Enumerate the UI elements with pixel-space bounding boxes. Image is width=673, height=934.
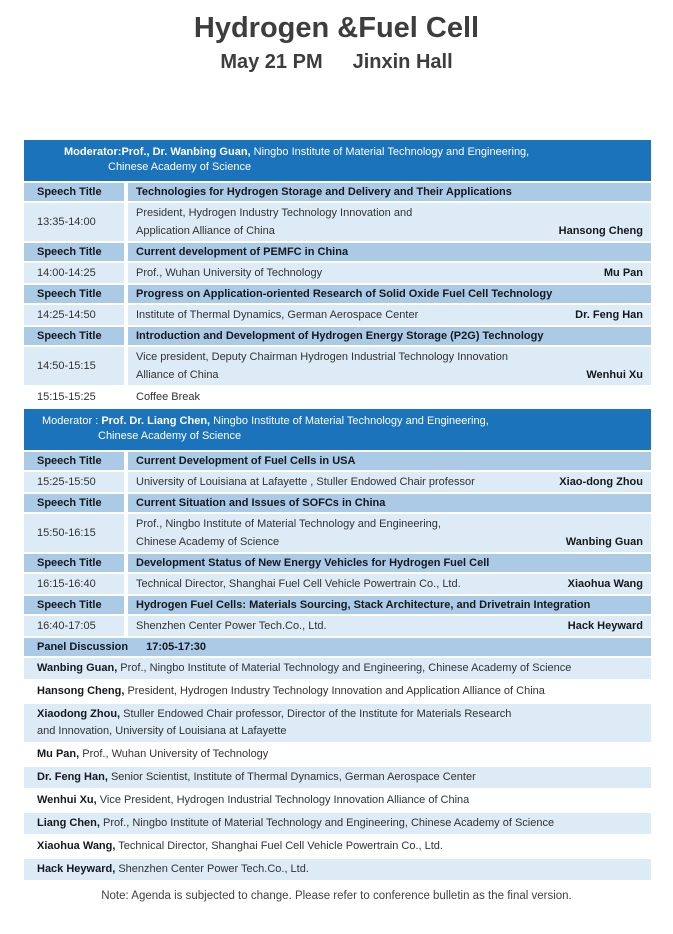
detail-text: University of Louisiana at Lafayette , Stuller Endowed Chair professor <box>136 476 475 488</box>
detail-line <box>136 515 643 533</box>
time-cell: 13:35-14:00 <box>24 203 124 241</box>
detail-text: Institute of Thermal Dynamics, German Aerospace Center <box>136 309 419 321</box>
detail-line <box>136 473 643 491</box>
time-cell: 16:15-16:40 <box>24 574 124 594</box>
panel-member-row <box>24 836 651 857</box>
detail-text: President, Hydrogen Industry Technology Innovation and <box>136 207 413 219</box>
speech-title-row <box>24 596 651 614</box>
speech-title-text: Current Development of Fuel Cells in USA <box>128 452 651 470</box>
speech-title-text: Current Situation and Issues of SOFCs in China <box>128 494 651 512</box>
panel-member-row <box>24 681 651 702</box>
speech-title-row <box>24 452 651 470</box>
speaker-name: Hack Heyward <box>567 620 643 632</box>
panel-member-line <box>37 769 643 786</box>
speaker-name: Mu Pan <box>603 267 643 279</box>
speaker-name: Wanbing Guan <box>565 536 643 548</box>
member-role: Vice President, Hydrogen Industrial Technology Innovation Alliance of China <box>96 794 470 806</box>
detail-cell <box>128 203 651 241</box>
speech-title-row <box>24 494 651 512</box>
member-name: Dr. Feng Han, <box>37 771 108 783</box>
session-hall: Jinxin Hall <box>352 51 453 73</box>
member-name: Xiaodong Zhou, <box>37 708 121 720</box>
speech-title-row <box>24 243 651 261</box>
moderator-line <box>42 414 643 429</box>
member-role: Prof., Ningbo Institute of Material Technology and Engineering, Chinese Academy of Science <box>99 817 555 829</box>
moderator-affiliation-line2: Chinese Academy of Science <box>98 430 242 442</box>
speaker-name: Xiaohua Wang <box>567 578 643 590</box>
speech-title-text: Introduction and Development of Hydrogen Energy Storage (P2G) Technology <box>128 327 651 345</box>
panel-discussion-header <box>24 638 651 656</box>
agenda-detail-row <box>24 305 651 325</box>
session-date: May 21 PM <box>220 51 323 73</box>
speech-title-label: Speech Title <box>24 183 124 201</box>
detail-line <box>136 306 643 324</box>
session2-moderator-band <box>24 409 651 450</box>
panel-member-row <box>24 790 651 811</box>
agenda-detail-row <box>24 616 651 636</box>
speaker-name: Dr. Feng Han <box>575 309 643 321</box>
member-role: Prof., Wuhan University of Technology <box>79 748 269 760</box>
speaker-name: Hansong Cheng <box>558 225 643 237</box>
panel-member-line <box>37 838 643 855</box>
speech-title-row <box>24 327 651 345</box>
agenda-detail-row <box>24 263 651 283</box>
page-subtitle <box>0 51 673 74</box>
time-cell: 15:50-16:15 <box>24 514 124 552</box>
member-name: Hansong Cheng, <box>37 685 125 697</box>
detail-cell <box>128 263 651 283</box>
speech-title-label: Speech Title <box>24 494 124 512</box>
detail-line <box>136 204 643 222</box>
detail-cell <box>128 305 651 325</box>
detail-text: Shenzhen Center Power Tech.Co., Ltd. <box>136 620 327 632</box>
detail-cell <box>128 514 651 552</box>
panel-member-rows <box>24 658 651 880</box>
panel-member-row <box>24 767 651 788</box>
time-cell: 15:25-15:50 <box>24 472 124 492</box>
detail-text: Application Alliance of China <box>136 225 275 237</box>
member-name: Wanbing Guan, <box>37 662 118 674</box>
speech-title-text: Current development of PEMFC in China <box>128 243 651 261</box>
footer-note: Note: Agenda is subjected to change. Please refer to conference bulletin as the final version. <box>101 890 572 902</box>
speech-title-row <box>24 183 651 201</box>
moderator-affiliation: Ningbo Institute of Material Technology and Engineering, <box>250 146 530 158</box>
member-name: Liang Chen, <box>37 817 100 829</box>
panel-member-line <box>37 723 643 740</box>
panel-member-line <box>37 660 643 677</box>
panel-discussion-time: 17:05-17:30 <box>146 641 207 653</box>
member-role: President, Hydrogen Industry Technology Innovation and Application Alliance of China <box>124 685 545 697</box>
session1-rows <box>24 183 651 407</box>
detail-line <box>136 388 643 406</box>
detail-cell <box>128 472 651 492</box>
detail-text: Prof., Ningbo Institute of Material Technology and Engineering, <box>136 518 441 530</box>
time-cell: 14:50-15:15 <box>24 347 124 385</box>
panel-member-line <box>37 815 643 832</box>
session2-rows <box>24 452 651 636</box>
time-cell: 14:00-14:25 <box>24 263 124 283</box>
speech-title-text: Progress on Application-oriented Research of Solid Oxide Fuel Cell Technology <box>128 285 651 303</box>
detail-text: Chinese Academy of Science <box>136 536 280 548</box>
moderator-affiliation: Ningbo Institute of Material Technology and Engineering, <box>210 415 489 427</box>
speech-title-label: Speech Title <box>24 596 124 614</box>
member-name: Mu Pan, <box>37 748 80 760</box>
detail-line <box>136 366 643 384</box>
moderator-line <box>64 145 643 160</box>
member-name: Xiaohua Wang, <box>37 840 116 852</box>
panel-member-line <box>37 683 643 700</box>
agenda-detail-row <box>24 203 651 241</box>
detail-line <box>136 617 643 635</box>
member-role: Stuller Endowed Chair professor, Director of the Institute for Materials Research <box>120 708 512 720</box>
speaker-name: Wenhui Xu <box>586 369 643 381</box>
time-cell: 14:25-14:50 <box>24 305 124 325</box>
moderator-name: Moderator:Prof., Dr. Wanbing Guan, <box>64 146 251 158</box>
detail-cell <box>128 574 651 594</box>
agenda-detail-row <box>24 514 651 552</box>
member-role: Prof., Ningbo Institute of Material Technology and Engineering, Chinese Academy of Science <box>117 662 572 674</box>
panel-member-row <box>24 859 651 880</box>
detail-line <box>136 222 643 240</box>
member-role: Shenzhen Center Power Tech.Co., Ltd. <box>115 863 309 875</box>
agenda-table <box>24 140 651 880</box>
detail-line <box>136 575 643 593</box>
speech-title-label: Speech Title <box>24 554 124 572</box>
agenda-detail-row <box>24 472 651 492</box>
member-role: Technical Director, Shanghai Fuel Cell Vehicle Powertrain Co., Ltd. <box>115 840 443 852</box>
speech-title-label: Speech Title <box>24 327 124 345</box>
member-name: Wenhui Xu, <box>37 794 97 806</box>
detail-cell <box>128 616 651 636</box>
detail-cell <box>128 347 651 385</box>
moderator-prefix: Moderator : <box>42 415 102 427</box>
detail-line <box>136 264 643 282</box>
panel-member-line <box>37 792 643 809</box>
page-title: Hydrogen &Fuel Cell <box>193 12 480 44</box>
member-name: Hack Heyward, <box>37 863 116 875</box>
speech-title-text: Development Status of New Energy Vehicles for Hydrogen Fuel Cell <box>128 554 651 572</box>
detail-text: Prof., Wuhan University of Technology <box>136 267 323 279</box>
coffee-break-row <box>24 387 651 407</box>
speech-title-row <box>24 554 651 572</box>
detail-line <box>136 533 643 551</box>
session1-moderator-band <box>24 140 651 181</box>
speech-title-label: Speech Title <box>24 452 124 470</box>
panel-member-row <box>24 744 651 765</box>
speech-title-label: Speech Title <box>24 285 124 303</box>
speech-title-text: Technologies for Hydrogen Storage and Delivery and Their Applications <box>128 183 651 201</box>
detail-text: Vice president, Deputy Chairman Hydrogen Industrial Technology Innovation <box>136 351 508 363</box>
member-role: and Innovation, University of Louisiana at Lafayette <box>37 725 287 737</box>
agenda-detail-row <box>24 347 651 385</box>
time-cell: 16:40-17:05 <box>24 616 124 636</box>
panel-member-row <box>24 704 651 742</box>
agenda-detail-row <box>24 574 651 594</box>
panel-member-row <box>24 813 651 834</box>
detail-line <box>136 348 643 366</box>
speech-title-row <box>24 285 651 303</box>
detail-cell <box>128 387 651 407</box>
member-role: Senior Scientist, Institute of Thermal Dynamics, German Aerospace Center <box>107 771 476 783</box>
moderator-affiliation-line2: Chinese Academy of Science <box>108 161 252 173</box>
time-cell: 15:15-15:25 <box>24 387 124 407</box>
speaker-name: Xiao-dong Zhou <box>559 476 643 488</box>
panel-discussion-label: Panel Discussion <box>37 641 129 653</box>
detail-text: Technical Director, Shanghai Fuel Cell Vehicle Powertrain Co., Ltd. <box>136 578 461 590</box>
detail-text: Alliance of China <box>136 369 219 381</box>
speech-title-text: Hydrogen Fuel Cells: Materials Sourcing, Stack Architecture, and Drivetrain Integration <box>128 596 651 614</box>
speech-title-label: Speech Title <box>24 243 124 261</box>
panel-member-row <box>24 658 651 679</box>
detail-text: Coffee Break <box>136 391 201 403</box>
panel-member-line <box>37 706 643 723</box>
panel-member-line <box>37 746 643 763</box>
panel-member-line <box>37 861 643 878</box>
moderator-name: Prof. Dr. Liang Chen, <box>101 415 211 427</box>
